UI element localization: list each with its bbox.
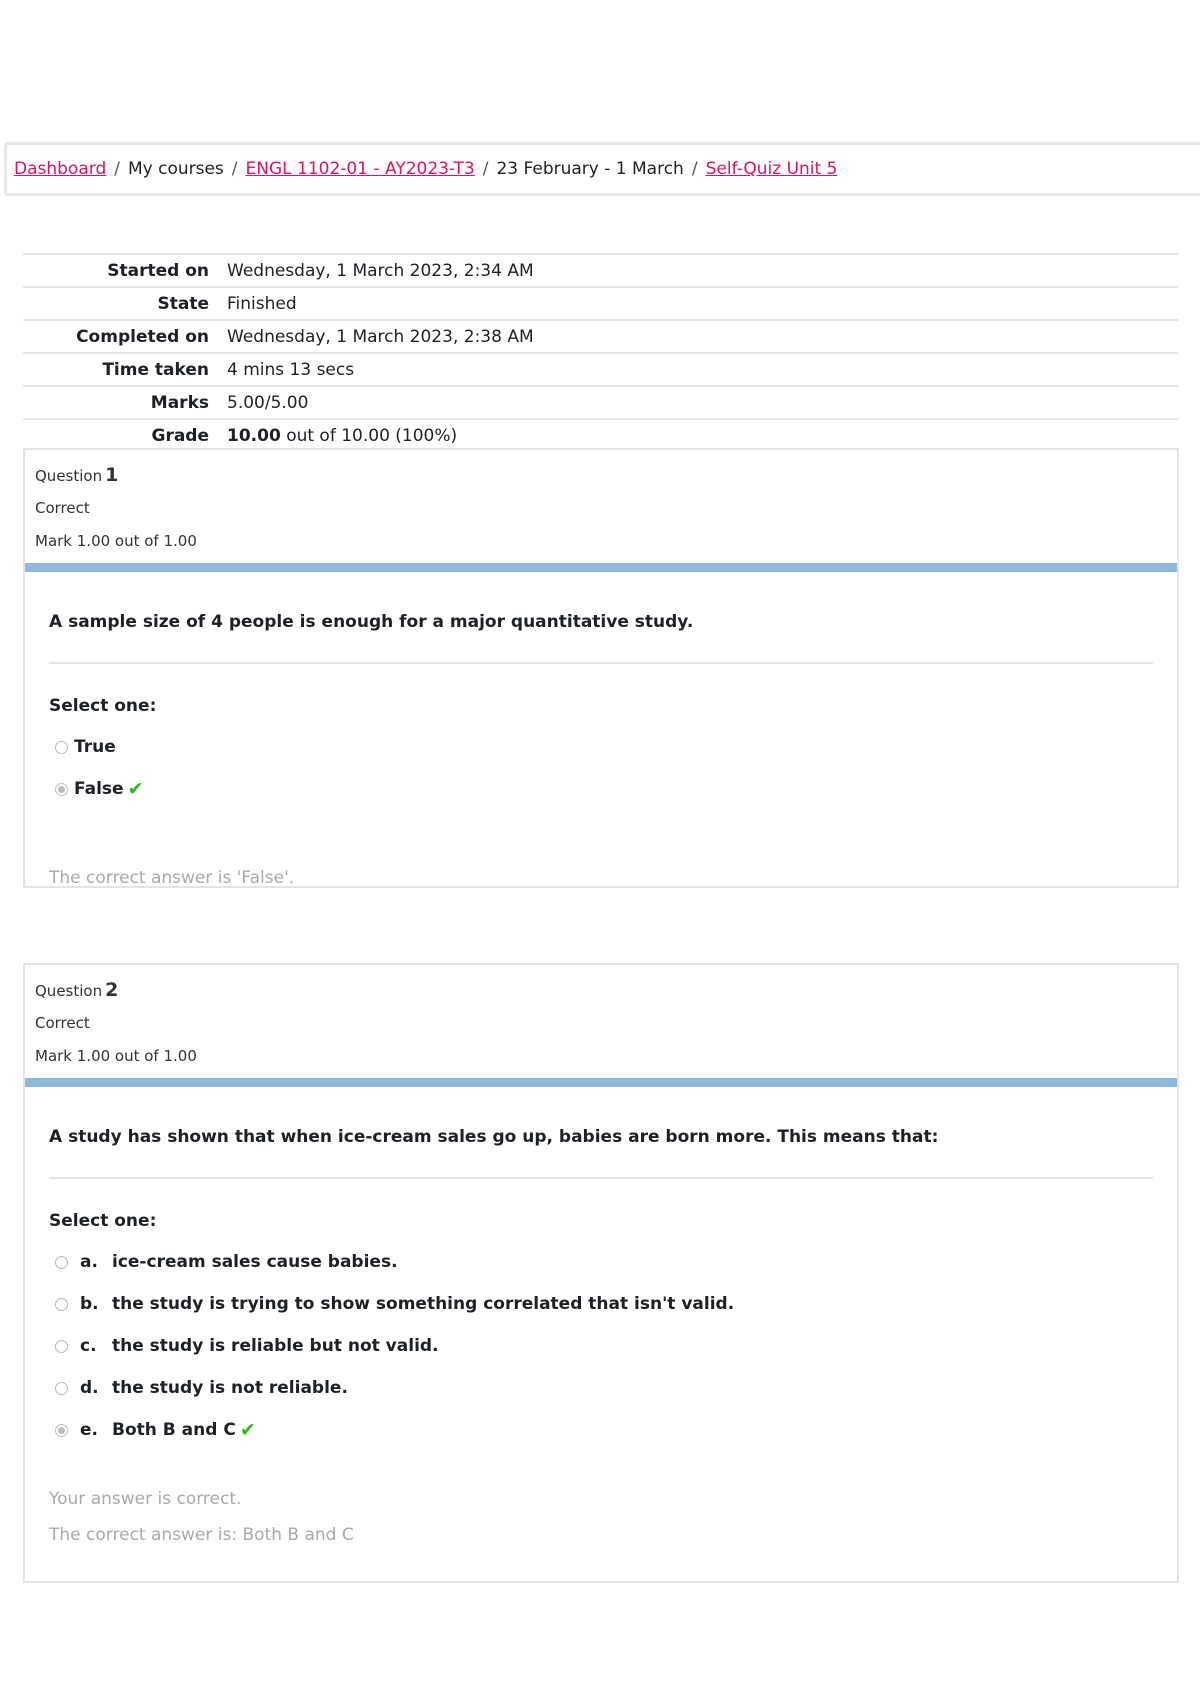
radio-button-selected[interactable] (55, 1424, 68, 1437)
question-info (25, 450, 1177, 563)
radio-button-selected[interactable] (55, 783, 68, 796)
question-number: 1 (105, 464, 119, 486)
grade-out-of: out of 10.00 (100%) (286, 425, 458, 446)
summary-row-state (23, 287, 1178, 320)
question-info (25, 965, 1177, 1078)
radio-button[interactable] (55, 1382, 68, 1395)
breadcrumb-course-link[interactable]: ENGL 1102-01 - AY2023-T3 (245, 159, 475, 179)
select-one-prompt: Select one: (49, 696, 157, 716)
answer-letter: c. (80, 1336, 97, 1356)
question-content (25, 563, 1177, 856)
breadcrumb-separator: / (231, 159, 238, 179)
question-content (25, 1078, 1177, 1479)
summary-label: Completed on (76, 326, 209, 347)
breadcrumb-separator: / (482, 159, 489, 179)
question-text: A sample size of 4 people is enough for a major quantitative study. (49, 572, 1153, 664)
question-2 (23, 963, 1179, 1583)
answer-letter: d. (80, 1378, 99, 1398)
breadcrumb-quiz-link[interactable]: Self-Quiz Unit 5 (705, 159, 838, 179)
summary-value: 4 mins 13 secs (227, 359, 355, 380)
breadcrumb-separator: / (114, 159, 120, 179)
question-feedback (25, 856, 1177, 896)
summary-value: 5.00/5.00 (227, 392, 309, 413)
question-status: Correct (35, 1014, 90, 1032)
breadcrumb (4, 142, 1200, 196)
summary-value: Wednesday, 1 March 2023, 2:38 AM (227, 326, 534, 347)
question-mark: Mark 1.00 out of 1.00 (35, 1047, 197, 1065)
radio-button[interactable] (55, 741, 68, 754)
check-icon: ✔ (127, 778, 144, 800)
summary-value: Wednesday, 1 March 2023, 2:34 AM (227, 260, 534, 281)
radio-button[interactable] (55, 1256, 68, 1269)
answer-option-true[interactable] (49, 726, 1153, 768)
correct-answer-text: The correct answer is: Both B and C (49, 1525, 354, 1545)
summary-row-completed (23, 320, 1178, 353)
summary-row-started (23, 254, 1178, 287)
answer-letter: a. (80, 1252, 98, 1272)
breadcrumb-dashboard-link[interactable]: Dashboard (14, 159, 107, 179)
answer-option-false[interactable] (49, 768, 1153, 810)
answer-label: the study is reliable but not valid. (112, 1336, 439, 1356)
check-icon: ✔ (239, 1419, 256, 1441)
question-1 (23, 448, 1179, 888)
summary-row-marks (23, 386, 1178, 419)
radio-button[interactable] (55, 1340, 68, 1353)
answer-option-b[interactable] (49, 1283, 1153, 1325)
quiz-summary-table (23, 253, 1178, 453)
question-label: Question (35, 467, 103, 485)
breadcrumb-week: 23 February - 1 March (496, 159, 684, 179)
breadcrumb-separator: / (691, 159, 698, 179)
question-number: 2 (105, 979, 119, 1001)
grade-score: 10.00 (227, 425, 281, 446)
summary-row-time-taken (23, 353, 1178, 386)
breadcrumb-my-courses: My courses (127, 159, 224, 179)
answer-label: the study is trying to show something correlated that isn't valid. (112, 1294, 735, 1314)
answer-label: False (74, 779, 124, 799)
your-answer-correct-text: Your answer is correct. (49, 1489, 242, 1509)
answer-label: True (74, 737, 116, 757)
radio-button[interactable] (55, 1298, 68, 1311)
summary-label: Marks (150, 392, 209, 413)
summary-label: Time taken (102, 359, 209, 380)
answer-option-a[interactable] (49, 1241, 1153, 1283)
question-mark: Mark 1.00 out of 1.00 (35, 532, 197, 550)
answer-label: the study is not reliable. (112, 1378, 348, 1398)
correct-answer-text: The correct answer is 'False'. (49, 868, 295, 888)
summary-label: Started on (107, 260, 209, 281)
answer-letter: e. (80, 1420, 98, 1440)
answer-option-d[interactable] (49, 1367, 1153, 1409)
summary-label: Grade (151, 425, 209, 446)
select-one-prompt: Select one: (49, 1211, 157, 1231)
answer-option-e[interactable] (49, 1409, 1153, 1451)
answer-label: ice-cream sales cause babies. (112, 1252, 398, 1272)
summary-label: State (157, 293, 209, 314)
question-label: Question (35, 982, 103, 1000)
question-feedback (25, 1479, 1177, 1553)
question-text: A study has shown that when ice-cream sales go up, babies are born more. This means that: (49, 1087, 1153, 1179)
answer-label: Both B and C (112, 1420, 236, 1440)
question-status: Correct (35, 499, 90, 517)
answer-letter: b. (80, 1294, 99, 1314)
summary-value: Finished (227, 293, 297, 314)
answer-option-c[interactable] (49, 1325, 1153, 1367)
